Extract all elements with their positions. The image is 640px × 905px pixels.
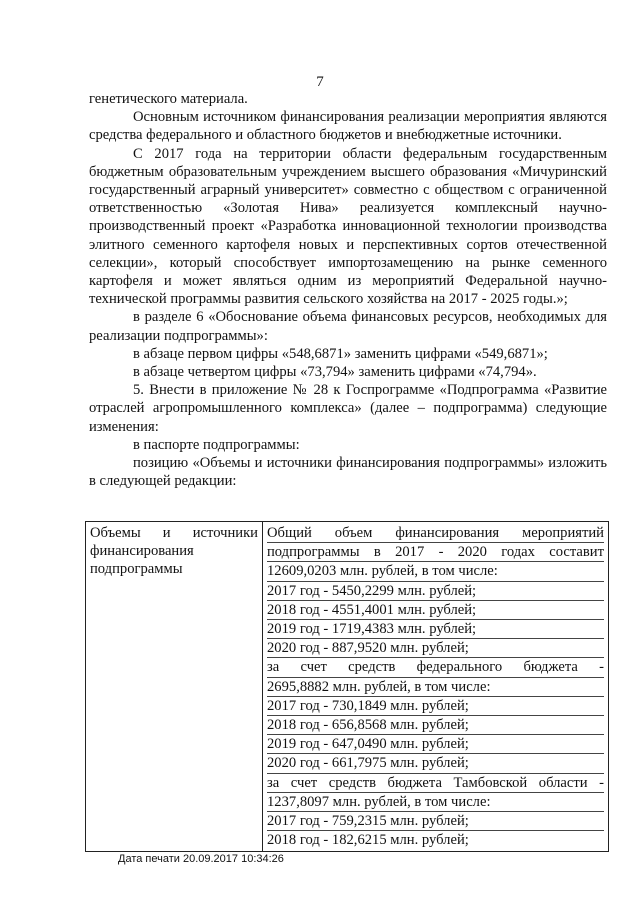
paragraph: С 2017 года на территории области федеральным государственным бюджетным образовательным учреждением высшего образования «Мичуринский государственный аграрный университет» совместно с обществом с ограниченной ответственностью «Золотая Нива» реализуется комплексный научно-производственный проект «Разработка инновационной технологии производства элитного семенного картофеля новых и перспективных сортов отечественной селекции», который способствует импортозамещению на рынке семенного картофеля и может являться одним из мероприятий Федеральной научно-технической программы развития сельского хозяйства на 2017 - 2025 годы.»; (89, 145, 607, 308)
financing-line: 2018 год - 182,6215 млн. рублей; (267, 832, 469, 849)
paragraph: 5. Внести в приложение № 28 к Госпрограмме «Подпрограмма «Развитие отраслей агропромышленного комплекса» (далее – подпрограмма) следующие изменения: (89, 382, 607, 435)
position-label-cell: Объемы и источники финансирования подпрограммы (86, 522, 263, 852)
page-number: 7 (316, 74, 324, 90)
table-row (86, 522, 609, 852)
financing-line: 12609,0203 млн. рублей, в том числе: (267, 562, 604, 581)
document-body (89, 90, 607, 490)
position-value-cell (263, 522, 609, 852)
paragraph: генетического материала. (89, 91, 248, 107)
financing-line: за счет средств федерального бюджета - (267, 658, 604, 677)
financing-line: 2020 год - 887,9520 млн. рублей; (267, 639, 604, 658)
financing-line: 2019 год - 647,0490 млн. рублей; (267, 735, 604, 754)
paragraph: в разделе 6 «Обоснование объема финансовых ресурсов, необходимых для реализации подпрограммы»: (89, 309, 607, 344)
financing-line: 2017 год - 5450,2299 млн. рублей; (267, 582, 604, 601)
financing-line: Общий объем финансирования мероприятий (267, 524, 604, 543)
financing-line: 2017 год - 759,2315 млн. рублей; (267, 812, 604, 831)
financing-line: 2018 год - 656,8568 млн. рублей; (267, 716, 604, 735)
paragraph: в абзаце четвертом цифры «73,794» заменить цифрами «74,794». (133, 364, 537, 381)
financing-line: за счет средств бюджета Тамбовской области - (267, 774, 604, 793)
passport-position-table (85, 521, 609, 852)
paragraph: позицию «Объемы и источники финансирования подпрограммы» изложить в следующей редакции: (89, 455, 607, 490)
paragraph: Основным источником финансирования реализации мероприятия являются средства федерального и областного бюджетов и внебюджетные источники. (89, 109, 607, 144)
financing-line: 2019 год - 1719,4383 млн. рублей; (267, 620, 604, 639)
print-date: Дата печати 20.09.2017 10:34:26 (118, 853, 284, 865)
financing-line: подпрограммы в 2017 - 2020 годах составит (267, 543, 604, 562)
financing-line: 1237,8097 млн. рублей, в том числе: (267, 793, 604, 812)
paragraph: в абзаце первом цифры «548,6871» заменить цифрами «549,6871»; (133, 345, 548, 362)
financing-line: 2018 год - 4551,4001 млн. рублей; (267, 601, 604, 620)
financing-line: 2017 год - 730,1849 млн. рублей; (267, 697, 604, 716)
financing-line: 2695,8882 млн. рублей, в том числе: (267, 678, 604, 697)
financing-line: 2020 год - 661,7975 млн. рублей; (267, 754, 604, 773)
paragraph: в паспорте подпрограммы: (133, 436, 300, 453)
